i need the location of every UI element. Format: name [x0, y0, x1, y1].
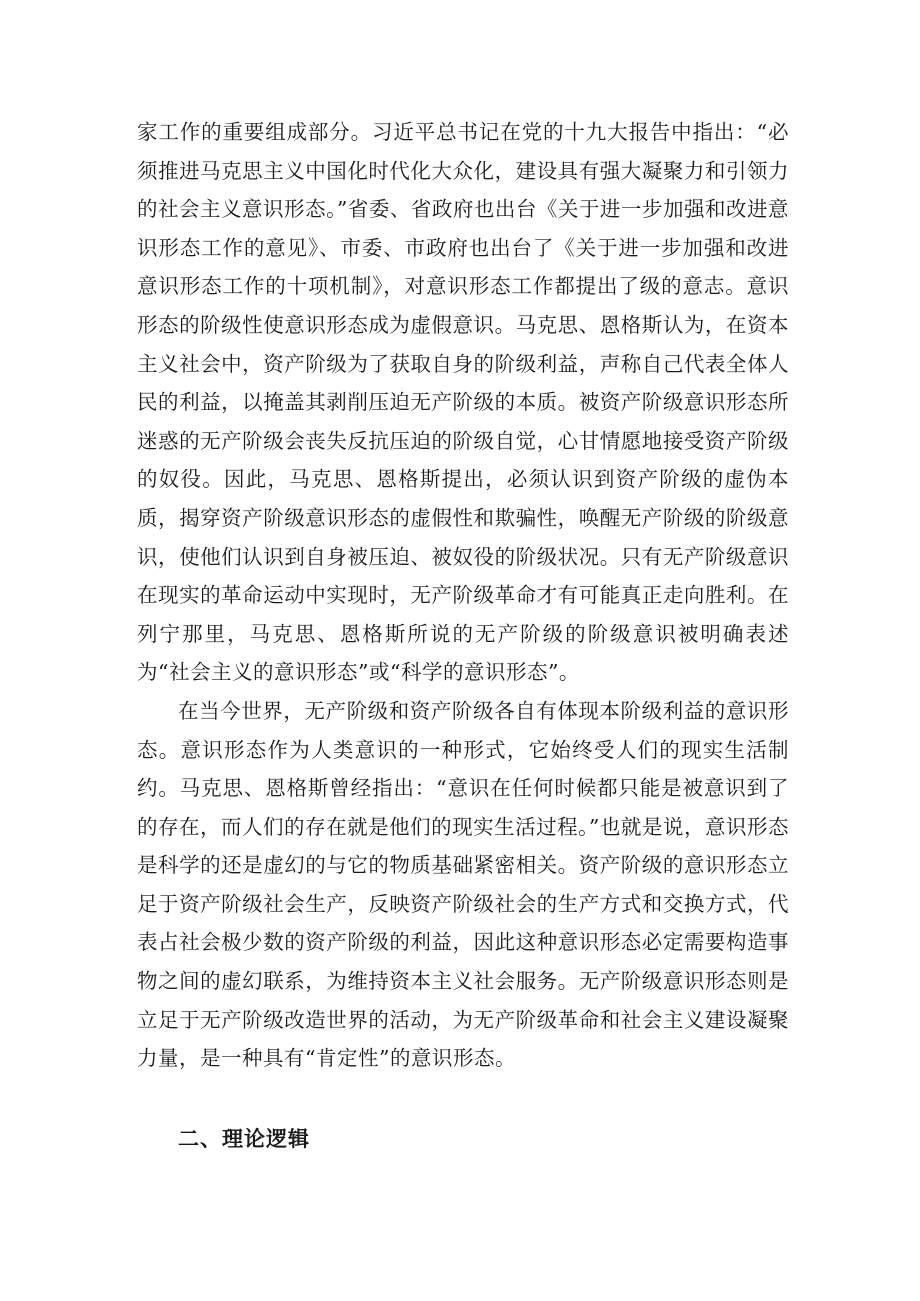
section-heading: 二、理论逻辑: [178, 1127, 310, 1151]
paragraph-1: 家工作的重要组成部分。习近平总书记在党的十九大报告中指出：“必须推进马克思主义中国化时代化大众化，建设具有强大凝聚力和引领力的社会主义意识形态。”省委、省政府也出台《关于进一步加强和改进意识形态工作的意见》、市委、市政府也出台了《关于进一步加强和改进意识形态工作的十项机制》，对意识形态工作都提出了级的意志。意识形态的阶级性使意识形态成为虚假意识。马克思、恩格斯认为，在资本主义社会中，资产阶级为了获取自身的阶级利益，声称自己代表全体人民的利益，以掩盖其剥削压迫无产阶级的本质。被资产阶级意识形态所迷惑的无产阶级会丧失反抗压迫的阶级自觉，心甘情愿地接受资产阶级的奴役。因此，马克思、恩格斯提出，必须认识到资产阶级的虚伪本质，揭穿资产阶级意识形态的虚假性和欺骗性，唤醒无产阶级的阶级意识，使他们认识到自身被压迫、被奴役的阶级状况。只有无产阶级意识在现实的革命运动中实现时，无产阶级革命才有可能真正走向胜利。在列宁那里，马克思、恩格斯所说的无产阶级的阶级意识被明确表述为“社会主义的意识形态”或“科学的意识形态”。: [137, 120, 789, 685]
paragraph-2: 在当今世界，无产阶级和资产阶级各自有体现本阶级利益的意识形态。意识形态作为人类意识的一种形式，它始终受人们的现实生活制约。马克思、恩格斯曾经指出：“意识在任何时候都只能是被意识到了的存在，而人们的存在就是他们的现实生活过程。”也就是说，意识形态是科学的还是虚幻的与它的物质基础紧密相关。资产阶级的意识形态立足于资产阶级社会生产，反映资产阶级社会的生产方式和交换方式，代表占社会极少数的资产阶级的利益，因此这种意识形态必定需要构造事物之间的虚幻联系，为维持资本主义社会服务。无产阶级意识形态则是立足于无产阶级改造世界的活动，为无产阶级革命和社会主义建设凝聚力量，是一种具有“肯定性”的意识形态。: [137, 698, 789, 1071]
document-body: [137, 113, 789, 1078]
